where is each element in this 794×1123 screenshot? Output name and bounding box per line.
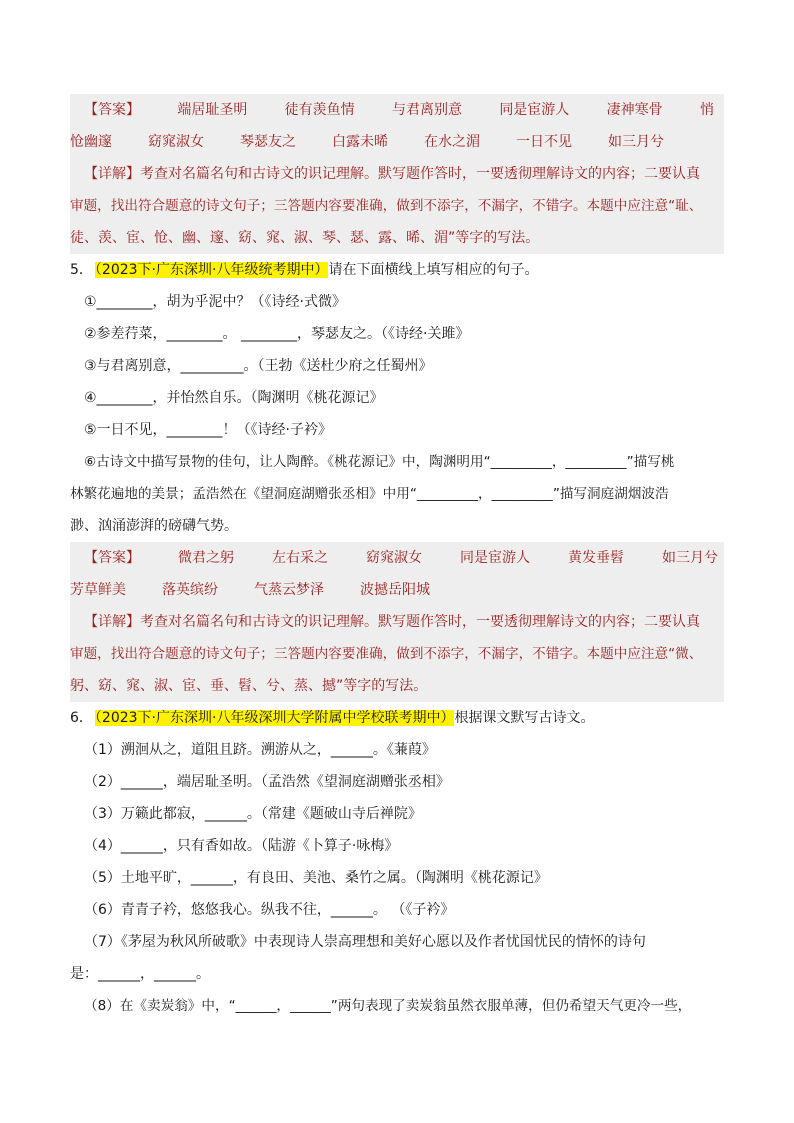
q6-item-7-line-2: 是：______，______。 bbox=[70, 966, 210, 982]
detail-text: 考查对名篇名句和古诗文的识记理解。默写题作答时，一要透彻理解诗文的内容；二要认真 bbox=[140, 166, 700, 182]
answer-item: 如三月兮 bbox=[662, 550, 718, 566]
q5-detail-line-3 bbox=[70, 670, 724, 702]
answer-item: 同是宦游人 bbox=[460, 550, 530, 566]
answer-item: 端居耻圣明 bbox=[177, 102, 248, 118]
detail-tag: 【详解】 bbox=[84, 166, 140, 182]
document-page bbox=[70, 94, 724, 1022]
q6-header bbox=[70, 702, 724, 734]
q6-item-3: （3）万籁此都寂，______。（常建《题破山寺后禅院》 bbox=[84, 806, 422, 822]
q4-answer-line-2 bbox=[70, 126, 724, 158]
q5-item-1: ①________，胡为乎泥中？（《诗经·式微》 bbox=[84, 294, 347, 310]
answer-item: 与君离别意 bbox=[391, 102, 462, 118]
q5-answer-block bbox=[70, 542, 724, 702]
q4-answer-block bbox=[70, 94, 724, 254]
q4-answer-line-1 bbox=[70, 94, 724, 126]
answer-item: 微君之躬 bbox=[178, 550, 234, 566]
q5-item-4: ④________，并怡然自乐。（陶渊明《桃花源记》 bbox=[84, 390, 384, 406]
answer-item: 一日不见 bbox=[516, 134, 572, 150]
detail-text: 徒、羡、宦、怆、幽、邃、窈、窕、淑、琴、瑟、露、晞、湄”等字的写法。 bbox=[70, 230, 540, 246]
q5-item-6-line-1: ⑥古诗文中描写景物的佳句，让人陶醉。《桃花源记》中，陶渊明用“_________，_________”描写桃 bbox=[84, 454, 675, 470]
q5-answer-line-2 bbox=[70, 574, 724, 606]
answer-item: 白露未晞 bbox=[332, 134, 388, 150]
answer-item: 同是宦游人 bbox=[499, 102, 570, 118]
question-number: 6． bbox=[70, 710, 93, 726]
question-number: 5． bbox=[70, 262, 93, 278]
q5-detail-line-1 bbox=[70, 606, 724, 638]
q5-detail-line-2 bbox=[70, 638, 724, 670]
q6-item-6: （6）青青子衿，悠悠我心。纵我不往，______。 （《子衿》 bbox=[84, 902, 455, 918]
q6-item-5: （5）土地平旷，______，有良田、美池、桑竹之属。（陶渊明《桃花源记》 bbox=[84, 870, 548, 886]
answer-item: 黄发垂髫 bbox=[568, 550, 624, 566]
q6-item-7-line-1: （7）《茅屋为秋风所破歌》中表现诗人崇高理想和美好心愿以及作者忧国忧民的情怀的诗句 bbox=[84, 934, 646, 950]
answer-item: 如三月兮 bbox=[608, 134, 664, 150]
q6-item-8-line-1: （8）在《卖炭翁》中，“______，______”两句表现了卖炭翁虽然衣服单薄，但仍希望天气更冷一些， bbox=[84, 998, 692, 1014]
answer-tag: 【答案】 bbox=[84, 550, 140, 566]
answer-item: 悄 bbox=[699, 102, 714, 118]
answer-item: 窈窕淑女 bbox=[366, 550, 422, 566]
question-source: （2023下·广东深圳·八年级深圳大学附属中学校联考期中） bbox=[94, 710, 455, 726]
answer-tag: 【答案】 bbox=[84, 102, 140, 118]
answer-item: 凄神寒骨 bbox=[606, 102, 663, 118]
answer-item: 在水之湄 bbox=[424, 134, 480, 150]
answer-item: 琴瑟友之 bbox=[240, 134, 296, 150]
q5-item-2: ②参差荇菜，________。 ________，琴瑟友之。（《诗经·关雎》 bbox=[84, 326, 470, 342]
detail-text: 审题，找出符合题意的诗文句子；三答题内容要准确，做到不添字，不漏字，不错字。本题中应注意“微、 bbox=[70, 646, 703, 662]
detail-text: 躬、窈、窕、淑、宦、垂、髫、兮、蒸、撼”等字的写法。 bbox=[70, 678, 428, 694]
q4-detail-line-2 bbox=[70, 190, 724, 222]
question-instruction: 根据课文默写古诗文。 bbox=[454, 710, 595, 726]
q4-detail-line-3 bbox=[70, 222, 724, 254]
answer-item: 落英缤纷 bbox=[162, 582, 218, 598]
detail-text: 考查对名篇名句和古诗文的识记理解。默写题作答时，一要透彻理解诗文的内容；二要认真 bbox=[140, 614, 700, 630]
detail-text: 审题，找出符合题意的诗文句子；三答题内容要准确，做到不添字，不漏字，不错字。本题中应注意“耻、 bbox=[70, 198, 703, 214]
q5-item-5: ⑤一日不见，________！（《诗经·子衿》 bbox=[84, 422, 333, 438]
q4-detail-line-1 bbox=[70, 158, 724, 190]
answer-item: 窈窕淑女 bbox=[148, 134, 204, 150]
q5-answer-line-1 bbox=[70, 542, 724, 574]
q5-header bbox=[70, 254, 724, 286]
q6-item-1: （1）溯洄从之，道阻且跻。溯游从之，______。《蒹葭》 bbox=[84, 742, 436, 758]
question-source: （2023下·广东深圳·八年级统考期中） bbox=[94, 262, 329, 278]
question-instruction: 请在下面横线上填写相应的句子。 bbox=[328, 262, 539, 278]
answer-item: 波撼岳阳城 bbox=[360, 582, 430, 598]
answer-item: 气蒸云梦泽 bbox=[254, 582, 324, 598]
q6-item-2: （2）______，端居耻圣明。（孟浩然《望洞庭湖赠张丞相》 bbox=[84, 774, 450, 790]
answer-item: 徒有羡鱼情 bbox=[284, 102, 355, 118]
q5-item-6-line-2: 林繁花遍地的美景；孟浩然在《望洞庭湖赠张丞相》中用“_________，_________”描写洞庭湖烟波浩 bbox=[70, 486, 669, 502]
answer-item: 怆幽邃 bbox=[70, 134, 112, 150]
detail-tag: 【详解】 bbox=[84, 614, 140, 630]
answer-item: 左右采之 bbox=[272, 550, 328, 566]
q5-item-3: ③与君离别意，_________。（王勃《送杜少府之任蜀州》 bbox=[84, 358, 433, 374]
q6-item-4: （4）______，只有香如故。（陆游《卜算子·咏梅》 bbox=[84, 838, 399, 854]
q5-item-6-line-3: 渺、汹涌澎湃的磅礴气势。 bbox=[70, 518, 238, 534]
answer-item: 芳草鲜美 bbox=[70, 582, 126, 598]
